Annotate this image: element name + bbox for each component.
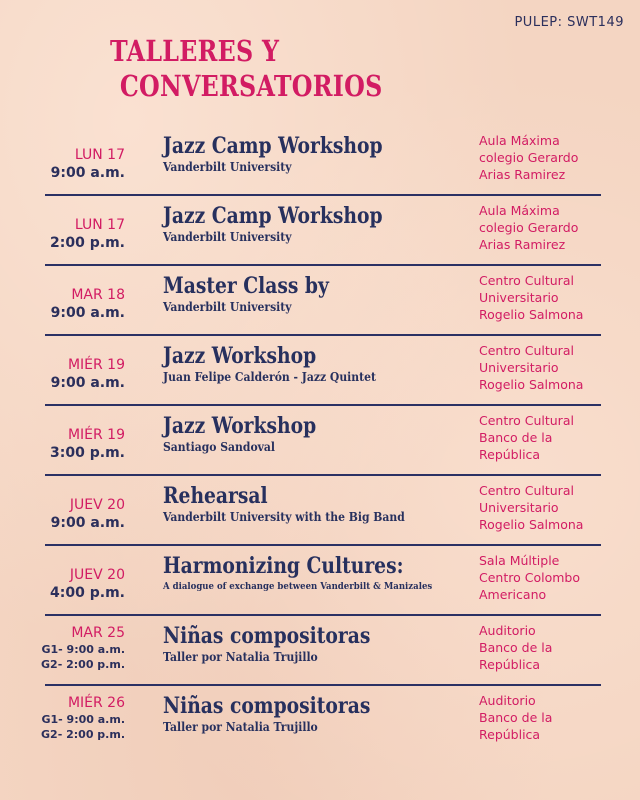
event-datetime	[0, 694, 125, 742]
event-subtitle: Vanderbilt University	[163, 230, 292, 244]
event-time: 9:00 a.m.	[50, 515, 125, 531]
event-venue	[479, 692, 629, 743]
venue-line: República	[479, 447, 541, 462]
event-datetime	[0, 356, 125, 392]
venue-line: Rogelio Salmona	[479, 377, 584, 392]
row-divider	[45, 474, 601, 476]
row-divider	[45, 684, 601, 686]
event-subtitle: Juan Felipe Calderón - Jazz Quintet	[163, 370, 376, 384]
row-divider	[45, 404, 601, 406]
event-row	[0, 340, 640, 410]
venue-line: Universitario	[479, 500, 559, 515]
event-day: MAR 25	[71, 625, 125, 641]
venue-line: Americano	[479, 587, 547, 602]
row-divider	[45, 614, 601, 616]
venue-line: República	[479, 727, 541, 742]
event-time-group-2: G2- 2:00 p.m.	[41, 658, 125, 671]
event-venue	[479, 342, 629, 393]
event-subtitle: Santiago Sandoval	[163, 440, 276, 454]
event-day: MIÉR 26	[67, 695, 125, 711]
venue-line: Aula Máxima	[479, 133, 560, 148]
event-info	[163, 202, 473, 245]
event-subtitle: Taller por Natalia Trujillo	[163, 650, 318, 664]
row-divider	[45, 194, 601, 196]
event-subtitle: Vanderbilt University	[163, 300, 292, 314]
title-line-1: TALLERES Y	[110, 34, 280, 68]
event-subtitle: A dialogue of exchange between Vanderbilt & Manizales	[163, 582, 433, 592]
venue-line: Rogelio Salmona	[479, 307, 584, 322]
event-datetime	[0, 426, 125, 462]
event-datetime	[0, 216, 125, 252]
venue-line: Rogelio Salmona	[479, 517, 584, 532]
event-info	[163, 412, 473, 455]
title-line-2: CONVERSATORIOS	[119, 69, 383, 103]
event-time: 4:00 p.m.	[50, 585, 125, 601]
event-datetime	[0, 286, 125, 322]
event-time: 3:00 p.m.	[50, 445, 125, 461]
venue-line: Centro Colombo	[479, 570, 580, 585]
event-row	[0, 620, 640, 690]
event-info	[163, 342, 473, 385]
event-day: MIÉR 19	[67, 357, 125, 373]
row-divider	[45, 544, 601, 546]
event-venue	[479, 412, 629, 463]
venue-line: Arias Ramirez	[479, 167, 566, 182]
event-venue	[479, 132, 629, 183]
venue-line: Banco de la	[479, 430, 553, 445]
event-datetime	[0, 496, 125, 532]
event-subtitle: Taller por Natalia Trujillo	[163, 720, 318, 734]
event-day: LUN 17	[74, 217, 125, 233]
event-time-group-2: G2- 2:00 p.m.	[41, 728, 125, 741]
event-name: Harmonizing Cultures:	[163, 553, 404, 579]
event-day: JUEV 20	[69, 497, 125, 513]
pulep-code: PULEP: SWT149	[514, 15, 624, 30]
event-row	[0, 690, 640, 760]
event-venue	[479, 622, 629, 673]
venue-line: Universitario	[479, 290, 559, 305]
event-name: Niñas compositoras	[163, 693, 371, 719]
event-row	[0, 130, 640, 200]
venue-line: Arias Ramirez	[479, 237, 566, 252]
venue-line: Banco de la	[479, 640, 553, 655]
event-venue	[479, 272, 629, 323]
venue-line: colegio Gerardo	[479, 220, 579, 235]
event-time-group-1: G1- 9:00 a.m.	[41, 713, 125, 726]
venue-line: República	[479, 657, 541, 672]
event-time-group-1: G1- 9:00 a.m.	[41, 643, 125, 656]
event-name: Jazz Camp Workshop	[163, 203, 383, 229]
event-subtitle: Vanderbilt University	[163, 160, 292, 174]
row-divider	[45, 264, 601, 266]
event-row	[0, 200, 640, 270]
event-day: MIÉR 19	[67, 427, 125, 443]
event-datetime	[0, 624, 125, 672]
row-divider	[45, 334, 601, 336]
venue-line: Aula Máxima	[479, 203, 560, 218]
venue-line: Universitario	[479, 360, 559, 375]
event-day: LUN 17	[74, 147, 125, 163]
event-name: Jazz Workshop	[163, 413, 317, 439]
venue-line: Auditorio	[479, 623, 536, 638]
venue-line: Auditorio	[479, 693, 536, 708]
event-time: 2:00 p.m.	[50, 235, 125, 251]
event-info	[163, 692, 473, 735]
event-name: Jazz Workshop	[163, 343, 317, 369]
event-venue	[479, 202, 629, 253]
event-info	[163, 622, 473, 665]
event-row	[0, 480, 640, 550]
event-name: Jazz Camp Workshop	[163, 133, 383, 159]
event-row	[0, 410, 640, 480]
venue-line: Centro Cultural	[479, 273, 574, 288]
event-name: Master Class by	[163, 273, 329, 299]
venue-line: Sala Múltiple	[479, 553, 560, 568]
event-time: 9:00 a.m.	[50, 375, 125, 391]
event-name: Rehearsal	[163, 483, 268, 509]
event-info	[163, 552, 473, 595]
event-time: 9:00 a.m.	[50, 305, 125, 321]
event-datetime	[0, 146, 125, 182]
page-title	[110, 34, 383, 104]
event-name: Niñas compositoras	[163, 623, 371, 649]
event-info	[163, 132, 473, 175]
venue-line: Centro Cultural	[479, 343, 574, 358]
event-info	[163, 482, 473, 525]
event-row	[0, 270, 640, 340]
event-datetime	[0, 566, 125, 602]
event-venue	[479, 552, 629, 603]
event-venue	[479, 482, 629, 533]
venue-line: Banco de la	[479, 710, 553, 725]
venue-line: Centro Cultural	[479, 413, 574, 428]
event-subtitle: Vanderbilt University with the Big Band	[163, 510, 405, 524]
event-day: MAR 18	[71, 287, 125, 303]
event-row	[0, 550, 640, 620]
event-day: JUEV 20	[69, 567, 125, 583]
venue-line: colegio Gerardo	[479, 150, 579, 165]
event-time: 9:00 a.m.	[50, 165, 125, 181]
event-info	[163, 272, 473, 315]
venue-line: Centro Cultural	[479, 483, 574, 498]
